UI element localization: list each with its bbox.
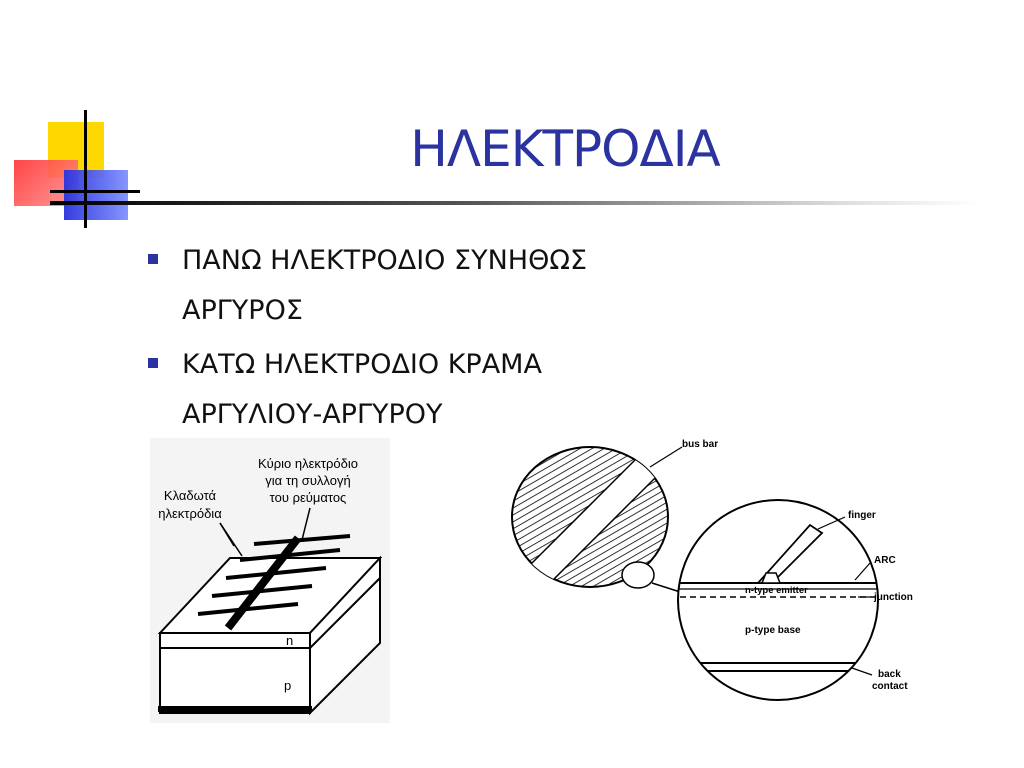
p-base-label: p-type base [745, 625, 801, 636]
back-contact-arrow [852, 668, 872, 675]
finger-tip [762, 573, 780, 583]
bullet-text: ΑΡΓΥΛΙΟΥ-ΑΡΓΥΡΟΥ [182, 399, 443, 430]
main-electrode-label: για τη συλλογή [265, 473, 351, 488]
n-emitter-label: n-type emitter [745, 585, 808, 596]
junction-label: junction [874, 592, 913, 603]
logo-blue-square [64, 170, 128, 220]
bullet-item [140, 236, 780, 336]
back-contact-label: back [878, 669, 901, 680]
bullet-square-icon [148, 254, 158, 264]
cross-section-figure [500, 425, 940, 710]
arc-label: ARC [874, 555, 896, 566]
bullet-text: ΠΑΝΩ ΗΛΕΚΤΡΟΔΙΟ ΣΥΝΗΘΩΣ [182, 245, 588, 276]
bullet-square-icon [148, 358, 158, 368]
title-divider [50, 201, 980, 205]
main-electrode-label: Κύριο ηλεκτρόδιο [257, 456, 359, 471]
finger-label: finger [848, 510, 876, 521]
bus-bar-label: bus bar [682, 439, 719, 450]
n-layer-label: n [286, 633, 294, 648]
back-contact-label: contact [872, 681, 908, 692]
slide-title: ΗΛΕΚΤΡΟΔΙΑ [410, 120, 720, 178]
bullet-list [140, 236, 780, 444]
main-electrode-label: του ρεύματος [269, 490, 347, 505]
branch-electrode-label: Κλαδωτά [163, 488, 217, 503]
solar-cell-electrode-figure [150, 438, 390, 723]
bullet-text: ΑΡΓΥΡΟΣ [182, 295, 303, 326]
zoom-spot [622, 562, 654, 588]
branch-electrode-label: ηλεκτρόδια [158, 506, 222, 521]
back-contact [158, 706, 312, 712]
bullet-text: ΚΑΤΩ ΗΛΕΚΤΡΟΔΙΟ ΚΡΑΜΑ [182, 349, 542, 380]
p-layer-label: p [284, 678, 292, 693]
logo-vertical-line [84, 110, 87, 228]
logo-horizontal-line [50, 190, 140, 193]
bus-bar-arrow [650, 447, 682, 467]
